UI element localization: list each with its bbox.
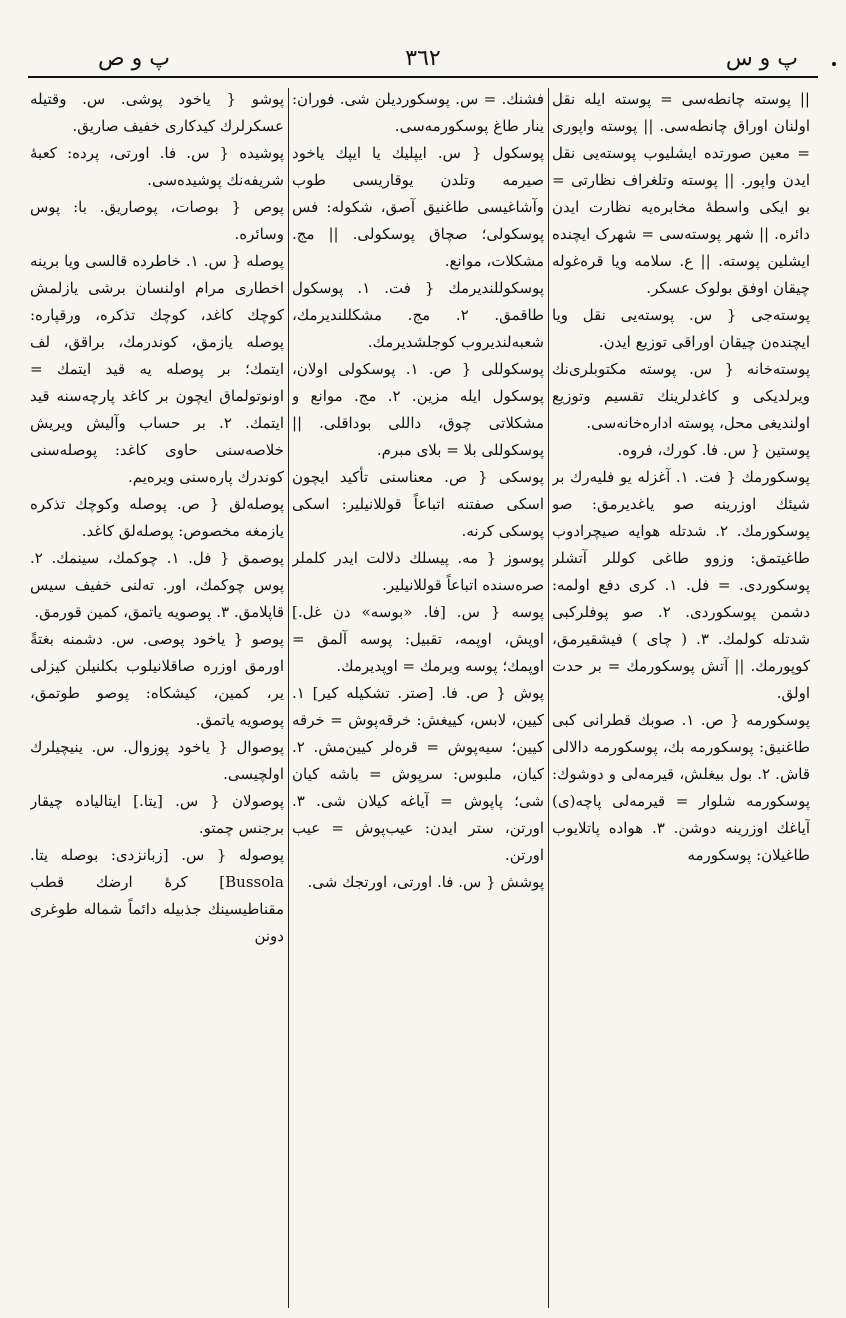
page-number: ٣٦٢ [405, 46, 441, 71]
entry-block: پوسته‌جی { س. پوسته‌یی نقل ویا ایچنده‌ن چیقان اوراقی توزیع ایدن. [552, 306, 810, 351]
entry-block: پوصوله { س. [زبانزدی: بوصله یتا. Bussola] کرهٔ ارضك قطب مقناطیسینك جذبیله دائماً شماله طوغری دونن [30, 846, 284, 945]
column-divider-right [548, 88, 549, 1308]
entry-block: پوسوز { مه. پیسلك دلالت ایدر کلملر صره‌سنده اتباعاً قوللانیلیر. [292, 549, 544, 594]
entry-block: پوشو { یاخود پوشی. س. وقتیله عسکرلرك کیدکاری خفیف صاریق. [30, 90, 284, 135]
entry-block: پوصله‌لق { ص. پوصله وکوچك تذکره یازمغه مخصوص: پوصله‌لق کاغد. [30, 495, 284, 540]
entry-block: پوصله { س. ١. خاطرده قالسی ویا برینه اخطاری مرام اولنسان برشی یازلمش کوچك کاغد، کوچك تذکره، ورقپاره: پوصله یازمق، کوندرمك، براقق، لف ایتمك؛ بر پوصله یه قید ایتمك = اونوتولماق ایچون بر کاغد پارچه‌سنه قید ایتمك. ٢. بر حساب وآلیش ویریش خلاصه‌سنی حاوی کاغد: پوصله‌سنی کوندرك پاره‌سنی ویره‌یم. [30, 252, 284, 486]
entry-block: پوش { ص. فا. [صتر. تشکیله کیر] ١. کیین، لابس، کییغش: خرقه‌پوش = خرقه کیین؛ سیه‌پوش = قره‌لر کیین‌مش. ٢. کیان، ملبوس: سرپوش = باشه کیان شی؛ پاپوش = آیاغه کیلان شی. ٣. اورتن، ستر ایدن: عیب‌پوش = عیب اورتن. [292, 684, 544, 864]
column-right [552, 86, 810, 1308]
entry-block: پوسکوللی { ص. ١. پوسکولی اولان، پوسکول ایله مزین. ٢. مج. موانع و مشکلاتی چوق، داللی بوداقلی. || پوسکوللی بلا = بلای مبرم. [292, 360, 544, 459]
header-right-letters: پ و س [725, 46, 798, 71]
entry-block: پوصوال { یاخود پوزوال. س. ینیچیلرك اولچیسی. [30, 738, 284, 783]
entry-block: پوستین { س. فا. کورك، فروه. [617, 441, 810, 459]
header-rule [28, 76, 818, 78]
page-header [0, 44, 846, 74]
entry-block: || پوسته چانطه‌سی = پوسته ایله نقل اولنان اوراق چانطه‌سی. || پوسته واپوری = معین صورتده ایشلیوب پوسته‌یی نقل ایدن واپور. || پوسته وتلغراف نظارتی = بو ایکی واسطهٔ مخابره‌یه نظارت ایدن دائره. || شهر پوسته‌سی = شهرک ایچنده ایشلین پوسته. || ع. سلامه ویا قره‌غوله چیقان اوفق بولوک عسکر. [552, 90, 810, 297]
entry-block: پوص { بوصات، پوصاریق. با: پوس وسائره. [30, 198, 284, 243]
header-left-letters: پ و ص [98, 46, 170, 71]
entry-block: پوسکول { س. ایپلیك یا ایپك یاخود صیرمه وتلدن یوقاریسی طوب وآشاغیسی طاغنیق آصق، شکوله: فس پوسکولی؛ صچاق پوسکولی. || مج. مشکلات، موانع. [292, 144, 544, 270]
entry-block: پوصمق { فل. ١. چوکمك، سینمك. ٢. پوس چوکمك، اور. ته‌لنی خفیف سیس قاپلامق. ٣. پوصویه یاتمق، کمین قورمق. [30, 549, 284, 621]
entry-block: پوسکورمك { فت. ١. آغزله یو فلیه‌رك بر شیئك اوزرینه صو یاغدیرمق: صو پوسکورمك. ٢. شدتله هوایه صیچرادوب طاغیتمق: وزوو طاغی کوللر آتشلر پوسکوردی. = فل. ١. کری دفع اولمه: دشمن پوسکوردی. ٢. صو پوفلرکبی شدتله کولمك. ٣. ( چای ) فیشقیرمق، کوپورمك. || آتش پوسکورمك = بر حدت اولق. [552, 468, 810, 702]
column-middle [292, 86, 544, 1308]
column-divider-left [288, 88, 289, 1308]
entry-block: پوسه { س. [فا. «بوسه» دن غل.] اوپش، اوپمه، تقبیل: پوسه آلمق = اوپمك؛ پوسه ویرمك = اوپدیرمك. [292, 603, 544, 675]
entry-block: پوصو { یاخود پوصی. س. دشمنه بغتةً اورمق اوزره صاقلانیلوب بکلنیلن کیزلی یر، کمین، کیشکاه: پوصو طوتمق، پوصویه یاتمق. [30, 630, 284, 729]
entry-block: پوشیده { س. فا. اورتی، پرده: کعبهٔ شریفه‌نك پوشیده‌سی. [30, 144, 284, 189]
entry-block: پوسته‌خانه { س. پوسته مکتوبلری‌نك ویرلدیکی و کاغدلرینك تقسیم وتوزیع اولندیغی محل، پوسته اداره‌خانه‌سی. [552, 360, 810, 432]
column-left [30, 86, 284, 1308]
entry-block: پوسکوللندیرمك { فت. ١. پوسکول طاقمق. ٢. مج. مشکللندیرمك، شعبه‌لندیروب کوجلشدیرمك. [292, 279, 544, 351]
entry-block: پوشش { س. فا. اورتی، اورتجك شی. [307, 873, 544, 891]
entry-block: فشنك. = س. پوسکوردیلن شی. فوران: ینار طاغ پوسکورمه‌سی. [292, 90, 544, 135]
entry-block: پوسکی { ص. معناسنی تأکید ایچون اسکی صفتنه اتباعاً قوللانیلیر: اسکی پوسکی کرنه. [292, 468, 544, 540]
entry-block: پوسکورمه { ص. ١. صوبك قطرانی کبی طاغنیق: پوسکورمه بك، پوسکورمه دالالی قاش. ٢. بول بیغلش، قیرمه‌لی و دوشوك: پوسکورمه شلوار = قیرمه‌لی پاچه‌(ی) آیاغك اوزرینه دوشن. ٣. هواده پاتلایوب طاغیلان: پوسکورمه [552, 711, 810, 864]
entry-block: پوصولان { س. [یتا.] ایتالیاده چیقار برجنس چمتو. [30, 792, 284, 837]
